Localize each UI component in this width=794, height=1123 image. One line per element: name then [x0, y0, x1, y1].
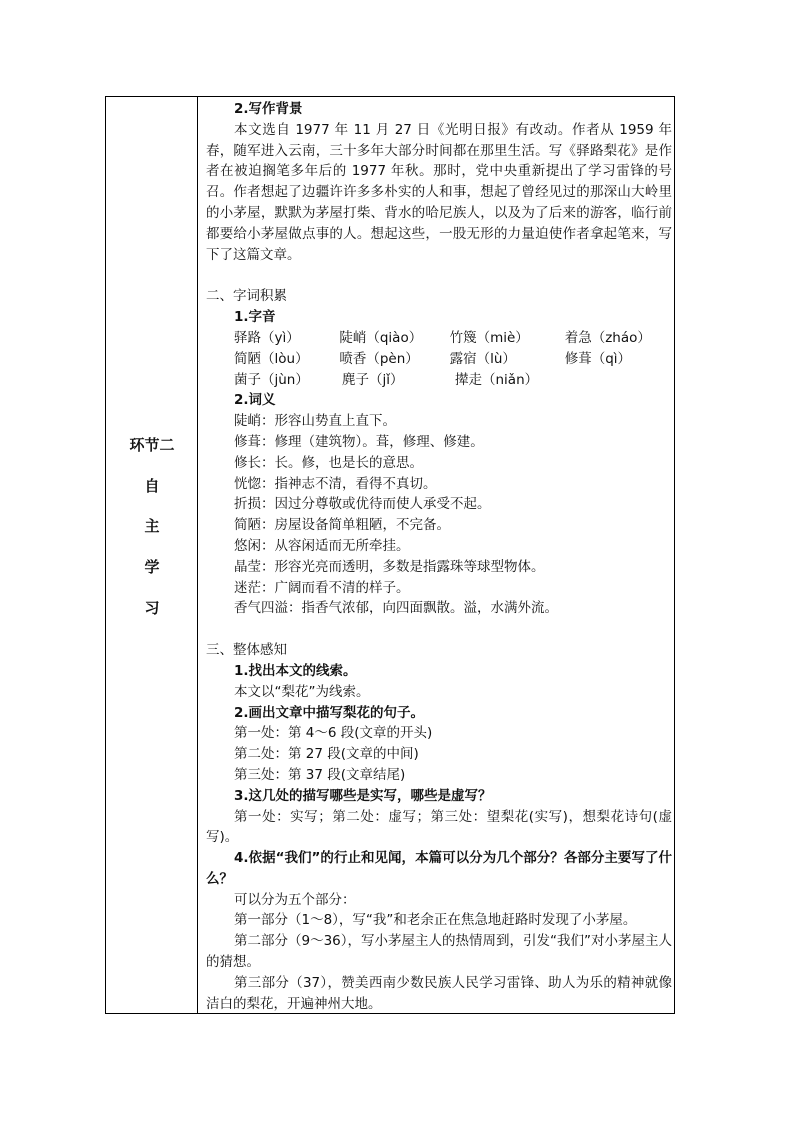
pronunciation-item: 驿路（yì）	[234, 329, 300, 346]
meaning-item: 折损：因过分尊敬或优待而使人承受不起。	[234, 496, 491, 513]
pronunciation-item: 露宿（lù）	[449, 350, 516, 367]
stage-char-3: 学	[144, 558, 160, 576]
answer-3: 第一处：实写；第二处：虚写；第三处：望梨花(实写)，想梨花诗句(虚写)。	[206, 808, 672, 846]
answer-4-part: 第三部分（37），赞美西南少数民族人民学习雷锋、助人为乐的精神就像洁白的梨花，开遍神州大地。	[206, 974, 672, 1012]
meaning-item: 悠闲：从容闲适而无所牵挂。	[234, 537, 410, 554]
meaning-item: 香气四溢：指香气浓郁，向四面飘散。溢，水满外流。	[234, 600, 558, 617]
overall-section-title: 三、整体感知	[206, 642, 287, 659]
pronunciation-item: 喷香（pèn）	[339, 350, 419, 367]
answer-4-part: 第二部分（9～36），写小茅屋主人的热情周到，引发“我们”对小茅屋主人的猜想。	[206, 933, 673, 971]
pronunciation-item: 撵走（niǎn）	[455, 371, 539, 388]
pronunciation-grid	[206, 328, 672, 390]
stage-char-4: 习	[144, 599, 160, 617]
pronunciation-item: 着急（zháo）	[564, 329, 651, 346]
pronunciation-row	[234, 328, 672, 349]
meaning-item: 恍惚：指神志不清，看得不真切。	[234, 475, 437, 492]
answer-1: 本文以“梨花”为线索。	[234, 683, 370, 700]
stage-label: 环节二	[129, 436, 175, 454]
answer-2-item: 第三处：第 37 段(文章结尾)	[234, 766, 406, 783]
meaning-heading: 2.词义	[234, 392, 276, 409]
pronunciation-item: 竹篾（miè）	[449, 329, 529, 346]
pronunciation-item: 修葺（qì）	[564, 350, 632, 367]
pronunciation-row	[234, 349, 672, 370]
question-3: 3.这几处的描写哪些是实写，哪些是虚写？	[234, 787, 492, 804]
pronunciation-heading: 1.字音	[234, 309, 276, 326]
question-4: 4.依据“我们”的行止和见闻，本篇可以分为几个部分？各部分主要写了什么？	[206, 850, 672, 887]
stage-label-column	[106, 97, 198, 1013]
pronunciation-item: 菌子（jùn）	[234, 371, 309, 388]
answer-2-item: 第一处：第 4～6 段(文章的开头)	[234, 725, 433, 742]
answer-4-part: 第一部分（1～8），写“我”和老余正在焦急地赶路时发现了小茅屋。	[234, 912, 637, 929]
vocab-section-title: 二、字词积累	[206, 288, 287, 305]
answer-4-intro: 可以分为五个部分：	[234, 891, 356, 908]
meaning-item: 简陋：房屋设备简单粗陋，不完备。	[234, 517, 450, 534]
stage-char-2: 主	[144, 517, 160, 535]
meaning-item: 修葺：修理（建筑物）。葺，修理、修建。	[234, 433, 484, 450]
pronunciation-item: 简陋（lòu）	[234, 350, 309, 367]
pronunciation-item: 麂子（jǐ）	[342, 371, 404, 388]
background-heading: 2.写作背景	[234, 101, 303, 117]
lesson-table	[105, 96, 675, 1014]
pronunciation-row	[234, 370, 672, 391]
question-2: 2.画出文章中描写梨花的句子。	[234, 704, 425, 721]
content-cell	[206, 99, 672, 1014]
meaning-item: 陡峭：形容山势直上直下。	[234, 413, 396, 430]
pronunciation-item: 陡峭（qiào）	[339, 329, 423, 346]
background-paragraph: 本文选自 1977 年 11 月 27 日《光明日报》有改动。作者从 1959 年春，随军进入云南，三十多年大部分时间都在那里生活。写《驿路梨花》是作者在被迫搁笔多年后的 1977 年秋。那时，党中央重新提出了学习雷锋的号召。作者想起了边疆许许多多朴实的人和事，想起了曾经见过的那深山大岭里的小茅屋，默默为茅屋打柴、背水的哈尼族人，以及为了后来的游客，临行前都要给小茅屋做点事的人。想起这些，一股无形的力量迫使作者拿起笔来，写下了这篇文章。	[206, 121, 672, 263]
meaning-item: 晶莹：形容光亮而透明，多数是指露珠等球型物体。	[234, 558, 545, 575]
meaning-item: 迷茫：广阔而看不清的样子。	[234, 579, 410, 596]
meaning-item: 修长：长。修，也是长的意思。	[234, 454, 423, 471]
stage-char-1: 自	[144, 477, 160, 495]
question-1: 1.找出本文的线索。	[234, 662, 357, 679]
answer-2-item: 第二处：第 27 段(文章的中间)	[234, 746, 419, 763]
